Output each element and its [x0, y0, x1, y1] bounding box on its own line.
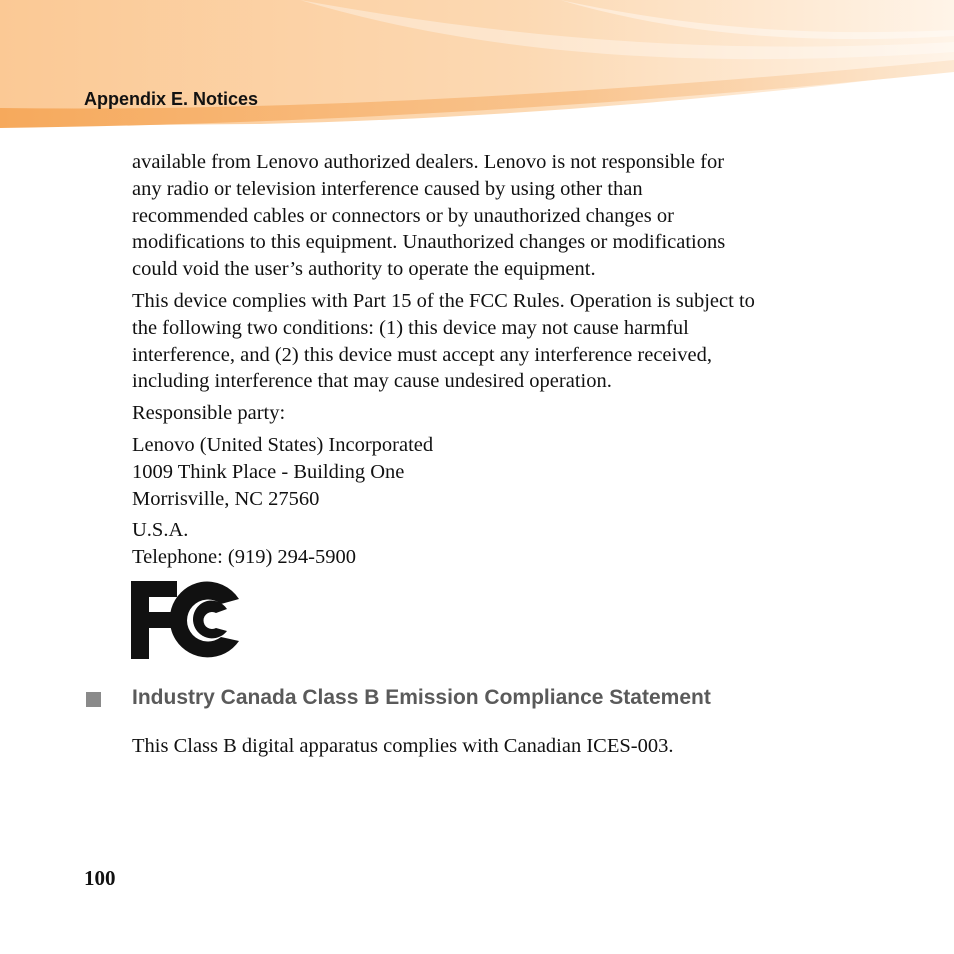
statement-line: This Class B digital apparatus complies with Canadian ICES-003.	[132, 735, 674, 757]
address-block	[132, 432, 852, 512]
paragraph-line: recommended cables or connectors or by unauthorized changes or	[132, 204, 674, 227]
paragraph-line: modifications to this equipment. Unauthorized changes or modifications	[132, 231, 726, 254]
telephone-line: Telephone: (919) 294-5900	[132, 545, 357, 568]
paragraph-line: This device complies with Part 15 of the FCC Rules. Operation is subject to	[132, 290, 755, 312]
paragraph-line: available from Lenovo authorized dealers. Lenovo is not responsible for	[132, 151, 725, 173]
responsible-party-label	[132, 400, 852, 427]
paragraph-interference-notice	[132, 149, 852, 283]
bullet-square-icon	[86, 692, 101, 707]
paragraph-line: interference, and (2) this device must accept any interference received,	[132, 343, 712, 366]
paragraph-line: could void the user’s authority to operate the equipment.	[132, 258, 596, 281]
header-section-title: Appendix E. Notices	[84, 89, 259, 109]
header-banner	[0, 0, 954, 140]
address-line: Lenovo (United States) Incorporated	[132, 434, 434, 456]
page-number: 100	[84, 866, 116, 890]
section-heading-industry-canada: Industry Canada Class B Emission Compliance Statement	[132, 686, 711, 709]
responsible-party-text: Responsible party:	[132, 402, 286, 424]
paragraph-line: the following two conditions: (1) this device may not cause harmful	[132, 316, 689, 339]
industry-canada-statement	[132, 733, 852, 760]
country-phone-block	[132, 517, 852, 571]
paragraph-line: any radio or television interference caused by using other than	[132, 177, 643, 200]
country-line: U.S.A.	[132, 519, 189, 541]
address-line: 1009 Think Place - Building One	[132, 460, 405, 483]
paragraph-line: including interference that may cause undesired operation.	[132, 370, 612, 393]
fcc-logo-icon	[129, 579, 243, 661]
address-line: Morrisville, NC 27560	[132, 487, 320, 510]
paragraph-fcc-compliance	[132, 288, 852, 395]
